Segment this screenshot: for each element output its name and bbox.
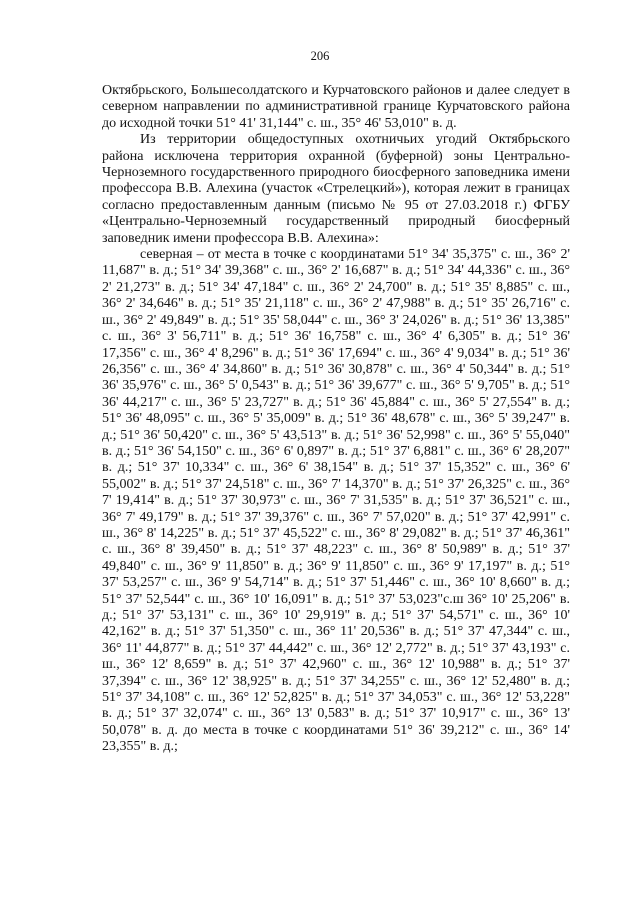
document-body bbox=[102, 83, 570, 756]
paragraph-boundary-continuation: Октябрьского, Большесолдатского и Курчатовского районов и далее следует в северном направлении по административной границе Курчатовского района до исходной точки 51° 41' 31,144" с. ш., 35° 46' 53,010" в. д. bbox=[102, 83, 570, 131]
paragraph-northern-boundary-coordinates: северная – от места в точке с координатами 51° 34' 35,375" с. ш., 36° 2' 11,687" в. д.; 51° 34' 39,368" с. ш., 36° 2' 16,687" в. д.; 51° 34' 44,336" с. ш., 36° 2' 21,273" в. д.; 51° 34' 47,184" с. ш., 36° 2' 24,700" в. д.; 51° 35' 8,885" с. ш., 36° 2' 34,646" в. д.; 51° 35' 21,118" с. ш., 36° 2' 47,988" в. д.; 51° 35' 26,716" с. ш., 36° 2' 49,849" в. д.; 51° 35' 58,044" с. ш., 36° 3' 24,026" в. д.; 51° 36' 13,385" с. ш., 36° 3' 56,711" в. д.; 51° 36' 16,758" с. ш., 36° 4' 6,305" в. д.; 51° 36' 17,356" с. ш., 36° 4' 8,296" в. д.; 51° 36' 17,694" с. ш., 36° 4' 9,034" в. д.; 51° 36' 26,356" с. ш., 36° 4' 34,860" в. д.; 51° 36' 30,878" с. ш., 36° 4' 50,344" в. д.; 51° 36' 35,976" с. ш., 36° 5' 0,543" в. д.; 51° 36' 39,677" с. ш., 36° 5' 9,705" в. д.; 51° 36' 44,217" с. ш., 36° 5' 23,727" в. д.; 51° 36' 45,884" с. ш., 36° 5' 27,554" в. д.; 51° 36' 48,095" с. ш., 36° 5' 35,009" в. д.; 51° 36' 48,678" с. ш., 36° 5' 39,247" в. д.; 51° 36' 50,420" с. ш., 36° 5' 43,513" в. д.; 51° 36' 52,998" с. ш., 36° 5' 55,040" в. д.; 51° 36' 54,150" с. ш., 36° 6' 0,897" в. д.; 51° 37' 6,881" с. ш., 36° 6' 28,207" в. д.; 51° 37' 10,334" с. ш., 36° 6' 38,154" в. д.; 51° 37' 15,352" с. ш., 36° 6' 55,002" в. д.; 51° 37' 24,518" с. ш., 36° 7' 14,370" в. д.; 51° 37' 26,325" с. ш., 36° 7' 19,414" в. д.; 51° 37' 30,973" с. ш., 36° 7' 31,535" в. д.; 51° 37' 36,521" с. ш., 36° 7' 49,179" в. д.; 51° 37' 39,376" с. ш., 36° 7' 57,020" в. д.; 51° 37' 42,991" с. ш., 36° 8' 14,225" в. д.; 51° 37' 45,522" с. ш., 36° 8' 29,082" в. д.; 51° 37' 46,361" с. ш., 36° 8' 39,450" в. д.; 51° 37' 48,223" с. ш., 36° 8' 50,989" в. д.; 51° 37' 49,840" с. ш., 36° 9' 11,850" в. д.; 36° 9' 11,850" с. ш., 36° 9' 17,197" в. д.; 51° 37' 53,257" с. ш., 36° 9' 54,714" в. д.; 51° 37' 51,446" с. ш., 36° 10' 8,660" в. д.; 51° 37' 52,544" с. ш., 36° 10' 16,091" в. д.; 51° 37' 53,023"с.ш 36° 10' 25,206" в. д.; 51° 37' 53,131" с. ш., 36° 10' 29,919" в. д.; 51° 37' 54,571" с. ш., 36° 10' 42,162" в. д.; 51° 37' 51,350" с. ш., 36° 11' 20,536" в. д.; 51° 37' 47,344" с. ш., 36° 11' 44,877" в. д.; 51° 37' 44,442" с. ш., 36° 12' 2,772" в. д.; 51° 37' 43,193" с. ш., 36° 12' 8,659" в. д.; 51° 37' 42,960" с. ш., 36° 12' 10,988" в. д.; 51° 37' 37,394" с. ш., 36° 12' 38,925" в. д.; 51° 37' 34,255" с. ш., 36° 12' 52,480" в. д.; 51° 37' 34,108" с. ш., 36° 12' 52,825" в. д.; 51° 37' 34,053" с. ш., 36° 12' 53,228" в. д.; 51° 37' 32,074" с. ш., 36° 13' 0,583" в. д.; 51° 37' 10,917" с. ш., 36° 13' 50,078" в. д. до места в точке с координатами 51° 36' 39,212" с. ш., 36° 14' 23,355" в. д.; bbox=[102, 247, 570, 755]
paragraph-buffer-zone-exclusion: Из территории общедоступных охотничьих угодий Октябрьского района исключена территория охранной (буферной) зоны Центрально-Черноземного государственного природного биосферного заповедника имени профессора В.В. Алехина (участок «Стрелецкий»), которая лежит в границах согласно предоставленным данным (письмо № 95 от 27.03.2018 г.) ФГБУ «Центрально-Черноземный государственный природный биосферный заповедник имени профессора В.В. Алехина»: bbox=[102, 132, 570, 246]
page-number: 206 bbox=[310, 49, 330, 63]
